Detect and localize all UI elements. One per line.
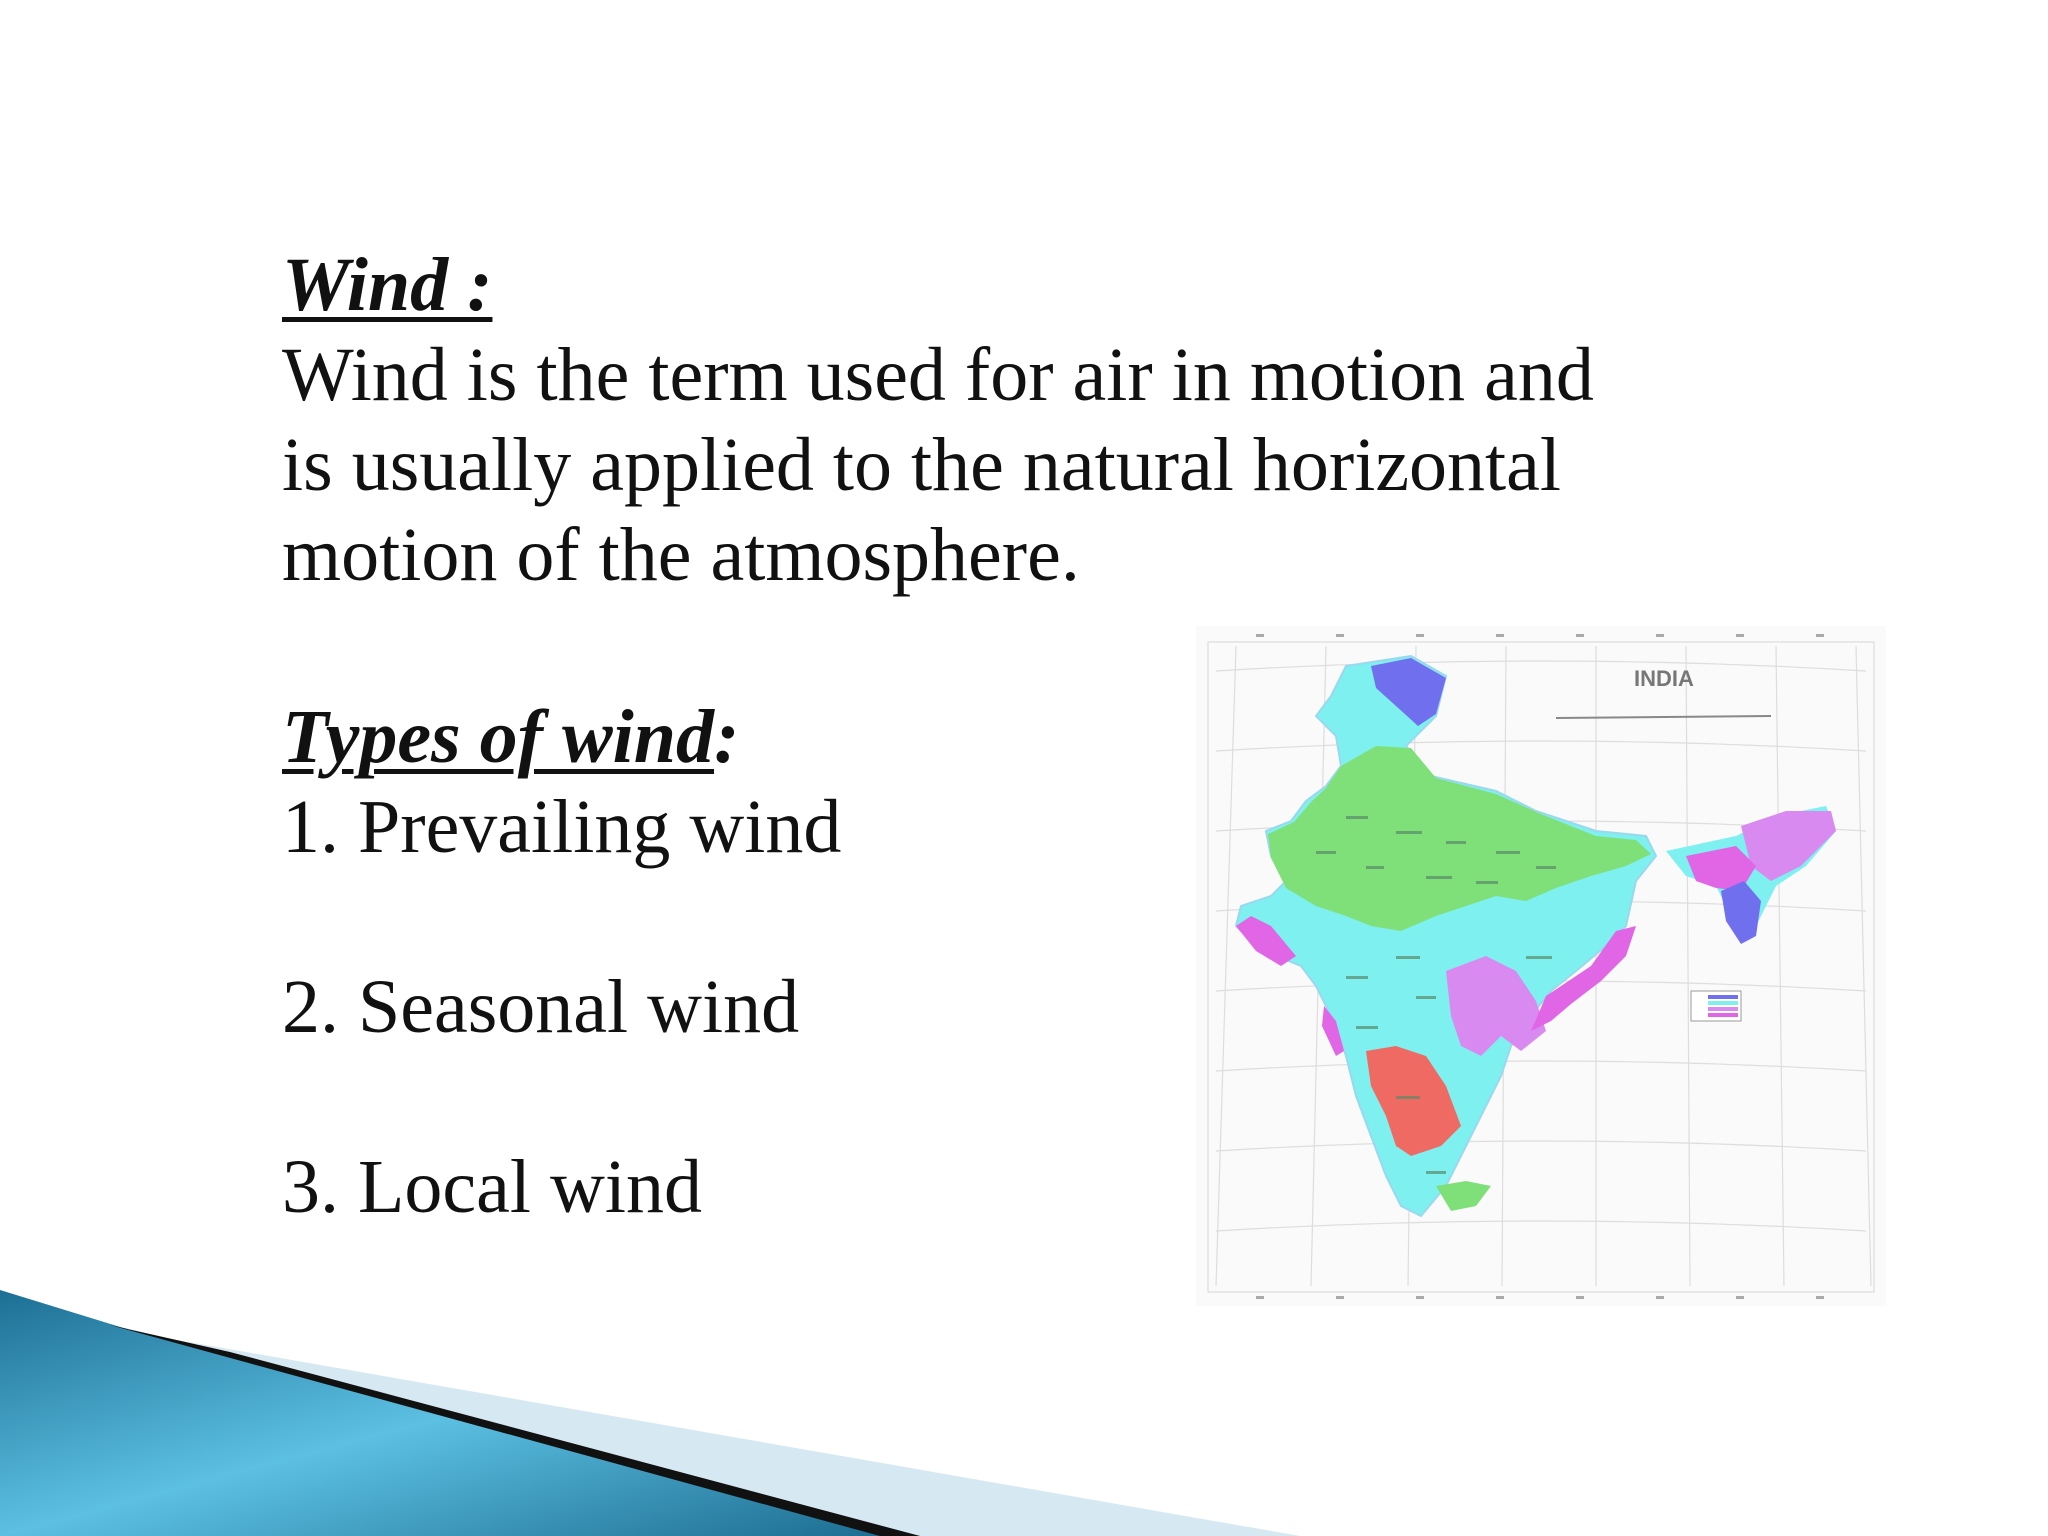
map-legend bbox=[1691, 991, 1741, 1021]
list-item: 2. Seasonal wind bbox=[282, 965, 800, 1049]
india-map-image bbox=[1196, 626, 1886, 1306]
definition-line: motion of the atmosphere. bbox=[282, 513, 1080, 597]
list-item: 1. Prevailing wind bbox=[282, 785, 842, 869]
list-item: 3. Local wind bbox=[282, 1145, 703, 1229]
definition-line: Wind is the term used for air in motion and bbox=[282, 333, 1594, 417]
map-title: INDIA bbox=[1634, 666, 1694, 691]
wind-heading: Wind : bbox=[282, 243, 493, 327]
definition-line: is usually applied to the natural horizontal bbox=[282, 423, 1562, 507]
types-heading: Types of wind: bbox=[282, 695, 740, 779]
